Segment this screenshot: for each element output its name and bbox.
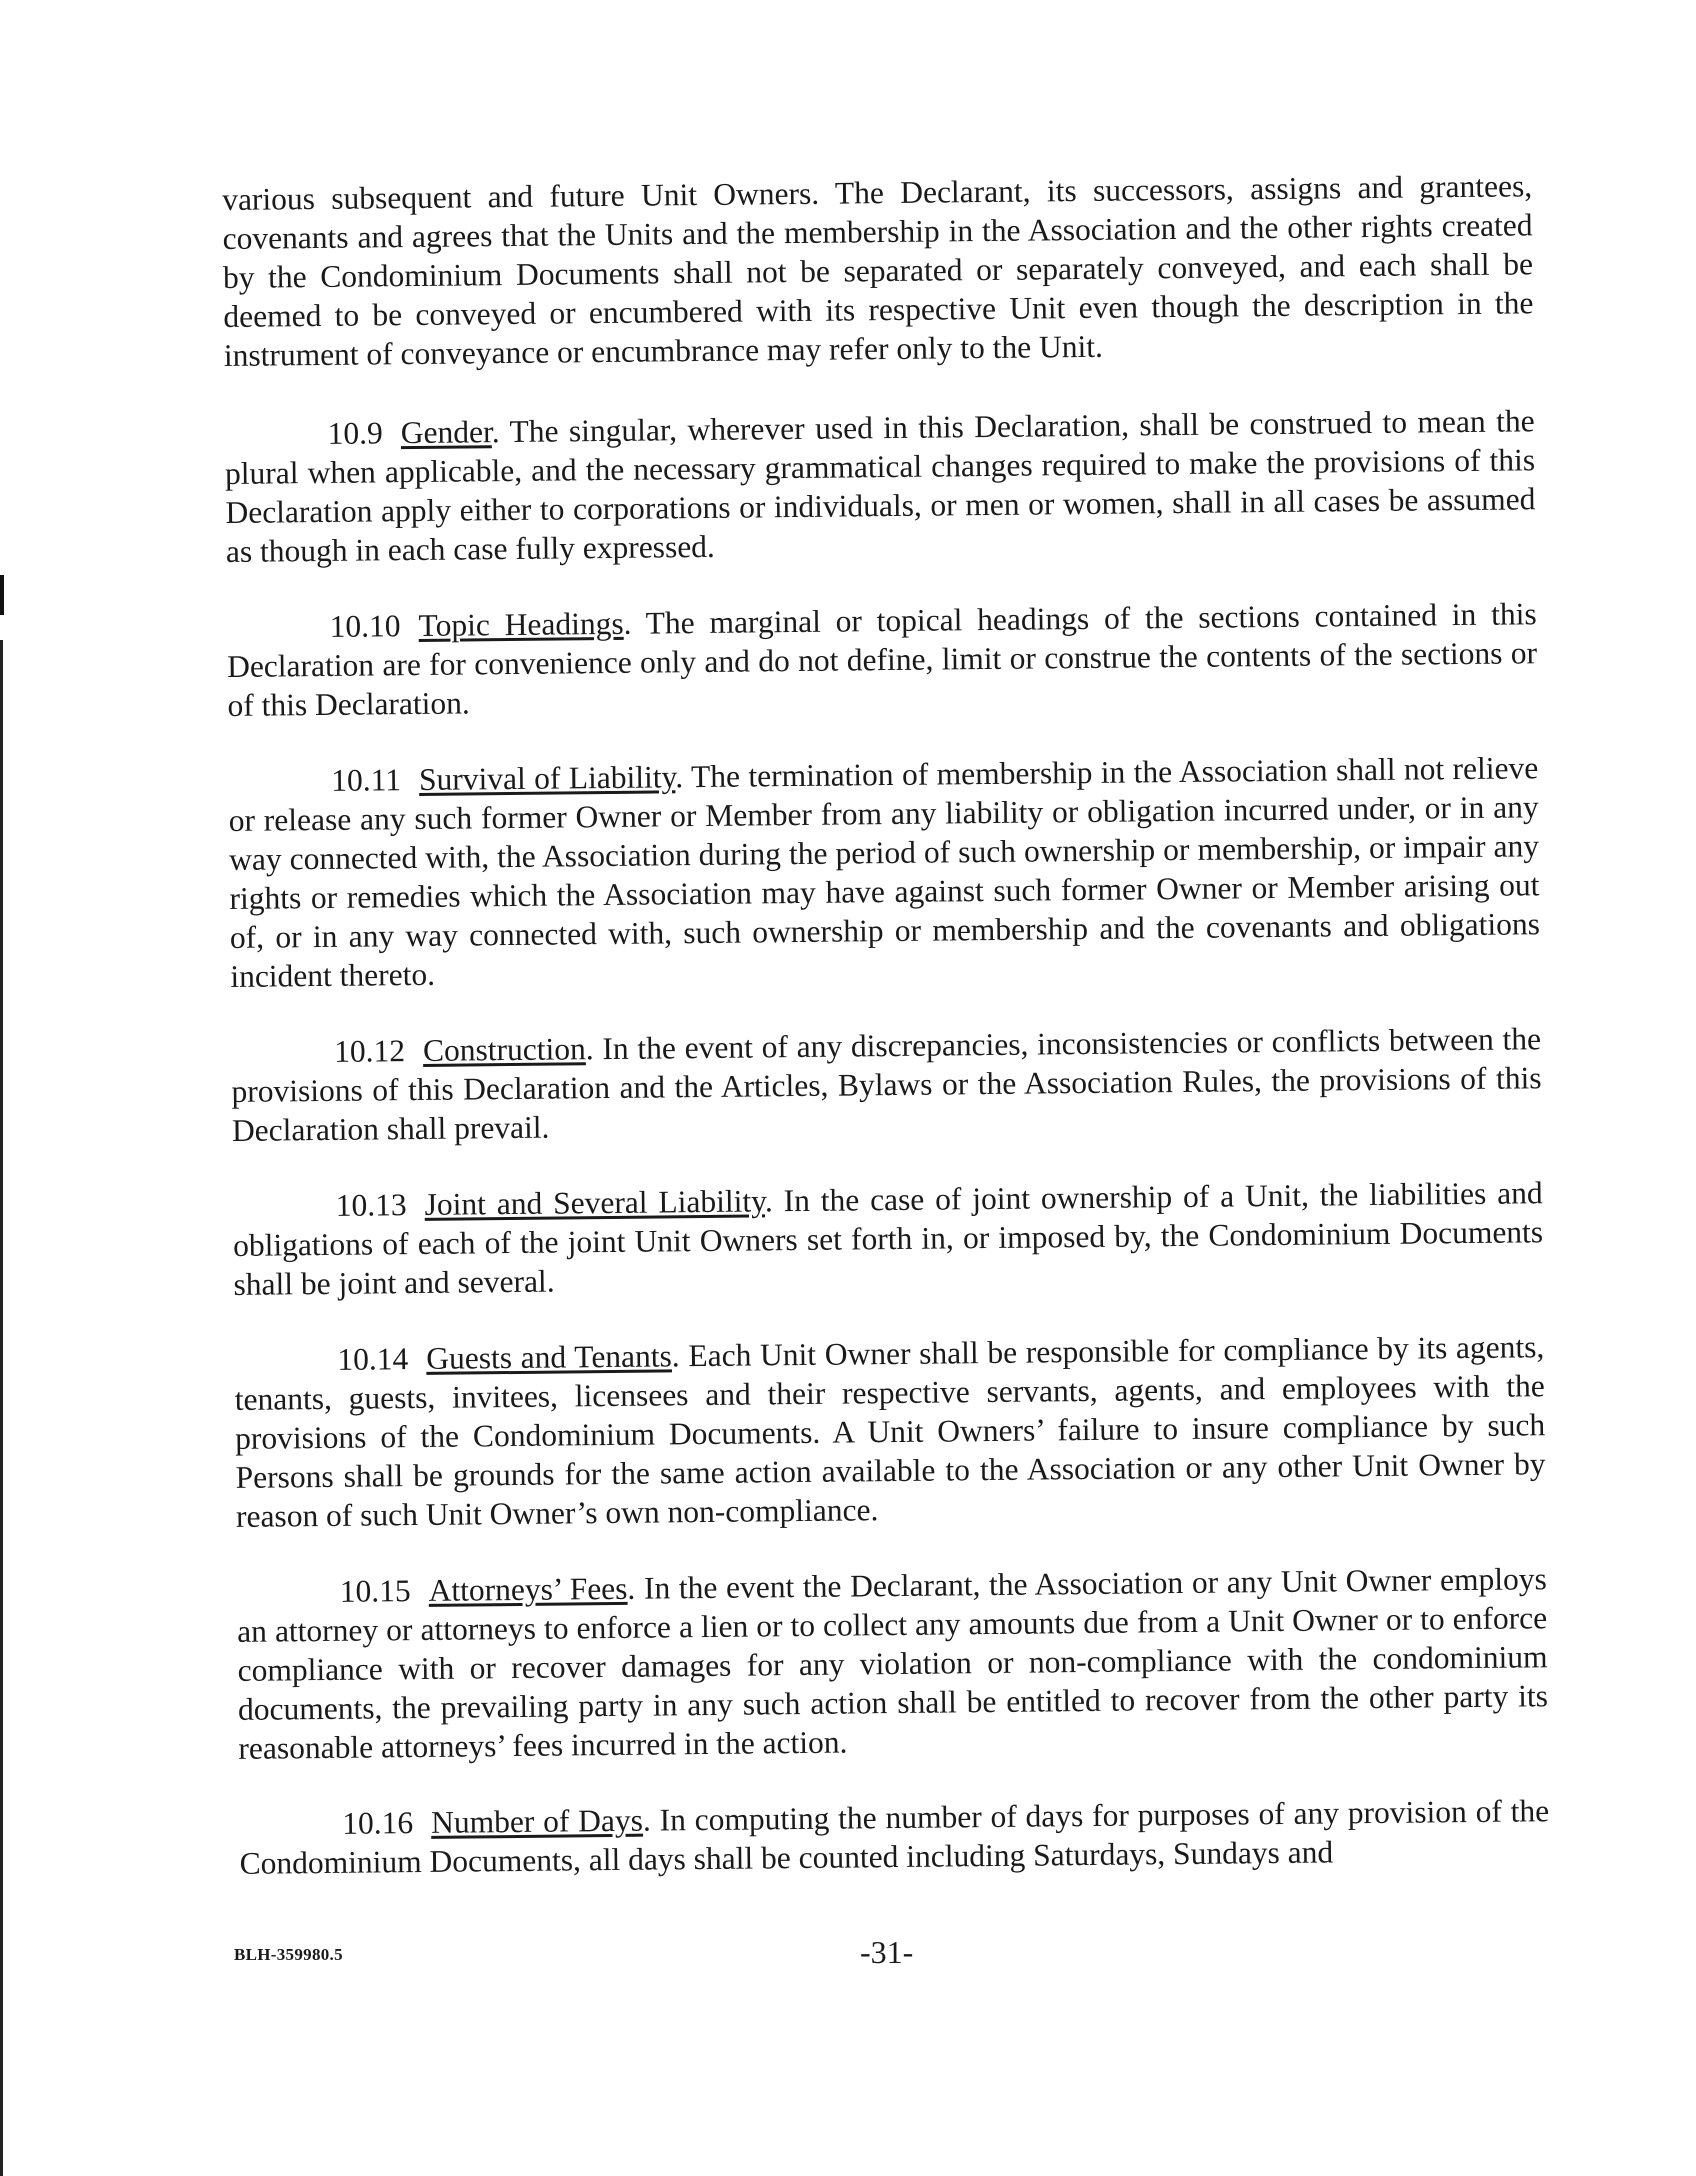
section-10-13 xyxy=(233,1173,1544,1304)
section-number: 10.9 xyxy=(327,415,383,451)
section-text: . Each Unit Owner shall be responsible for compliance by its agents, tenants, guests, invitees, licensees and their respective servants, agents, and employees with the provisions of the Condominium Documents. A Unit Owners’ failure to insure compliance by such Persons shall be grounds for the same action available to the Association or any other Unit Owner by reason of such Unit Owner’s own non-compliance. xyxy=(234,1329,1546,1534)
section-10-12 xyxy=(231,1019,1542,1150)
section-10-10 xyxy=(226,594,1537,725)
section-number: 10.14 xyxy=(337,1341,409,1377)
page-number: -31- xyxy=(860,1934,914,1970)
section-text: . In the event of any discrepancies, inconsistencies or conflicts between the provisions of this Declaration and the Articles, Bylaws or the Association Rules, the provisions of this Declaration shall prevail. xyxy=(231,1021,1542,1148)
section-10-9 xyxy=(224,401,1536,571)
section-10-15 xyxy=(237,1559,1549,1768)
section-text: . In the event the Declarant, the Association or any Unit Owner employs an attorney or attorneys to enforce a lien or to collect any amounts due from a Unit Owner or to enforce compliance with or recover damages for any violation or non-compliance with the condominium documents, the prevailing party in any such action shall be entitled to recover from the other party its reasonable attorneys’ fees incurred in the action. xyxy=(237,1561,1549,1766)
section-text: . In computing the number of days for purposes of any provision of the Condominium Documents, all days shall be counted including Saturdays, Sundays and xyxy=(239,1793,1550,1881)
scan-edge-line xyxy=(0,640,3,2176)
section-heading: Guests and Tenants xyxy=(426,1338,672,1376)
section-10-16 xyxy=(239,1791,1550,1883)
document-body xyxy=(222,166,1550,1920)
section-number: 10.15 xyxy=(339,1573,411,1609)
section-text: . The singular, wherever used in this Declaration, shall be construed to mean the plural when applicable, and the necessary grammatical changes required to make the provisions of this Declaration apply either to corporations or individuals, or men or women, shall in all cases be assumed as though in each case fully expressed. xyxy=(224,403,1536,569)
section-heading: Construction xyxy=(422,1031,586,1068)
section-text: . The termination of membership in the Association shall not relieve or release any such former Owner or Member from any liability or obligation incurred under, or in any way connected with, the Association during the period of such ownership or membership, or impair any rights or remedies which the Association may have against such former Owner or Member arising out of, or in any way connected with, such ownership or membership and the covenants and obligations incident thereto. xyxy=(228,750,1541,994)
opening-paragraph: various subsequent and future Unit Owners. The Declarant, its successors, assigns and grantees, covenants and agrees that the Units and the membership in the Association and the other rights created by the Condominium Documents shall not be separated or separately conveyed, and each shall be deemed to be conveyed or encumbered with its respective Unit even though the description in the instrument of conveyance or encumbrance may refer only to the Unit. xyxy=(222,168,1534,373)
section-text: . The marginal or topical headings of the sections contained in this Declaration are for convenience only and do not define, limit or construe the contents of the sections or of this Declaration. xyxy=(226,596,1538,723)
section-heading: Joint and Several Liability xyxy=(424,1183,766,1222)
scan-edge-mark xyxy=(0,575,4,615)
section-heading: Number of Days xyxy=(430,1802,644,1840)
document-id: BLH-359980.5 xyxy=(234,1945,343,1964)
section-number: 10.13 xyxy=(335,1187,407,1223)
section-10-14 xyxy=(234,1327,1546,1536)
section-text: . In the case of joint ownership of a Unit, the liabilities and obligations of each of the joint Unit Owners set forth in, or imposed by, the Condominium Documents shall be joint and several. xyxy=(232,1175,1544,1302)
section-number: 10.12 xyxy=(333,1033,406,1069)
section-heading: Survival of Liability xyxy=(418,759,676,797)
section-10-11 xyxy=(228,748,1540,996)
section-heading: Topic Headings xyxy=(418,605,624,643)
section-heading: Attorneys’ Fees xyxy=(428,1570,628,1608)
section-number: 10.16 xyxy=(342,1805,414,1841)
section-heading: Gender xyxy=(400,414,492,451)
section-number: 10.11 xyxy=(331,762,402,798)
section-number: 10.10 xyxy=(329,608,401,644)
